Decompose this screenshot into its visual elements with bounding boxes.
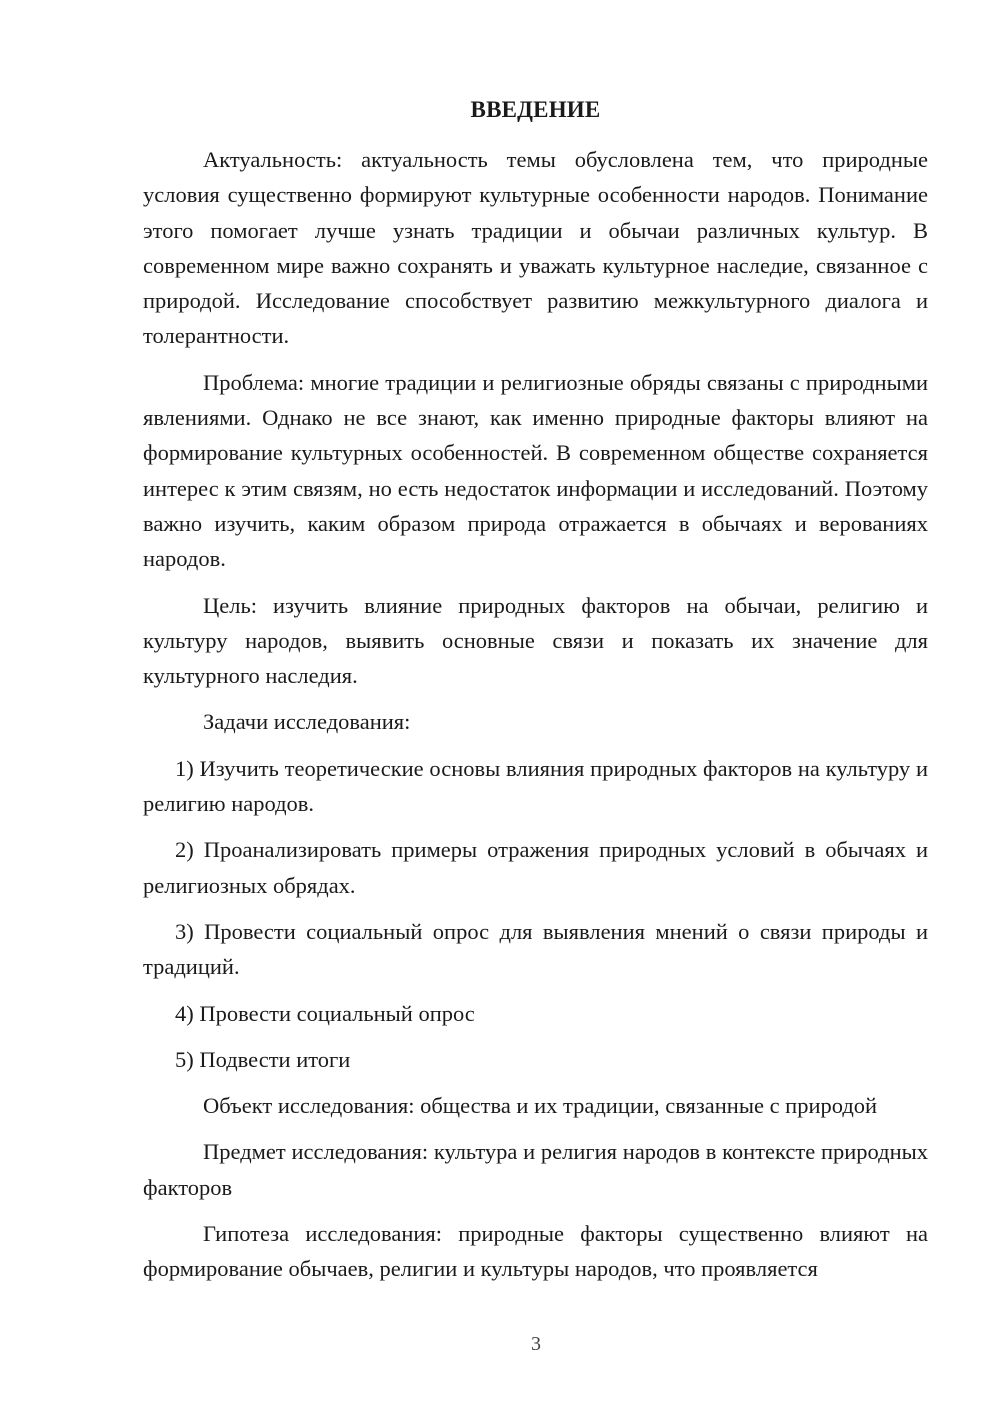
- paragraph-relevance: Актуальность: актуальность темы обусловлена тем, что природные условия существенно формируют культурные особенности народов. Понимание этого помогает лучше узнать традиции и обычаи различных культур. В современном мире важно сохранять и уважать культурное наследие, связанное с природой. Исследование способствует развитию межкультурного диалога и толерантности.: [143, 147, 928, 349]
- page-number: 3: [531, 1333, 541, 1355]
- paragraph-goal: Цель: изучить влияние природных факторов на обычаи, религию и культуру народов, выявить основные связи и показать их значение для культурного наследия.: [143, 592, 928, 689]
- task-item-4: 4) Провести социальный опрос: [175, 1000, 475, 1026]
- paragraph-hypothesis: Гипотеза исследования: природные факторы существенно влияют на формирование обычаев, религии и культуры народов, что проявляется: [143, 1221, 928, 1282]
- task-item-3: 3) Провести социальный опрос для выявления мнений о связи природы и традиций.: [143, 918, 928, 980]
- page-content: [143, 92, 928, 1298]
- task-item-5: 5) Подвести итоги: [175, 1046, 351, 1072]
- paragraph-object: Объект исследования: общества и их традиции, связанные с природой: [203, 1093, 878, 1119]
- task-item-2: 2) Проанализировать примеры отражения природных условий в обычаях и религиозных обрядах.: [143, 837, 928, 898]
- paragraph-tasks-heading: Задачи исследования:: [203, 709, 411, 735]
- task-item-1: 1) Изучить теоретические основы влияния природных факторов на культуру и религию народов.: [143, 755, 928, 817]
- page-title: ВВЕДЕНИЕ: [470, 97, 601, 122]
- paragraph-subject: Предмет исследования: культура и религия народов в контексте природных факторов: [143, 1139, 928, 1200]
- paragraph-problem: Проблема: многие традиции и религиозные обряды связаны с природными явлениями. Однако не все знают, как именно природные факторы влияют на формирование культурных особенностей. В современном обществе сохраняется интерес к этим связям, но есть недостаток информации и исследований. Поэтому важно изучить, каким образом природа отражается в обычаях и верованиях народов.: [143, 369, 928, 572]
